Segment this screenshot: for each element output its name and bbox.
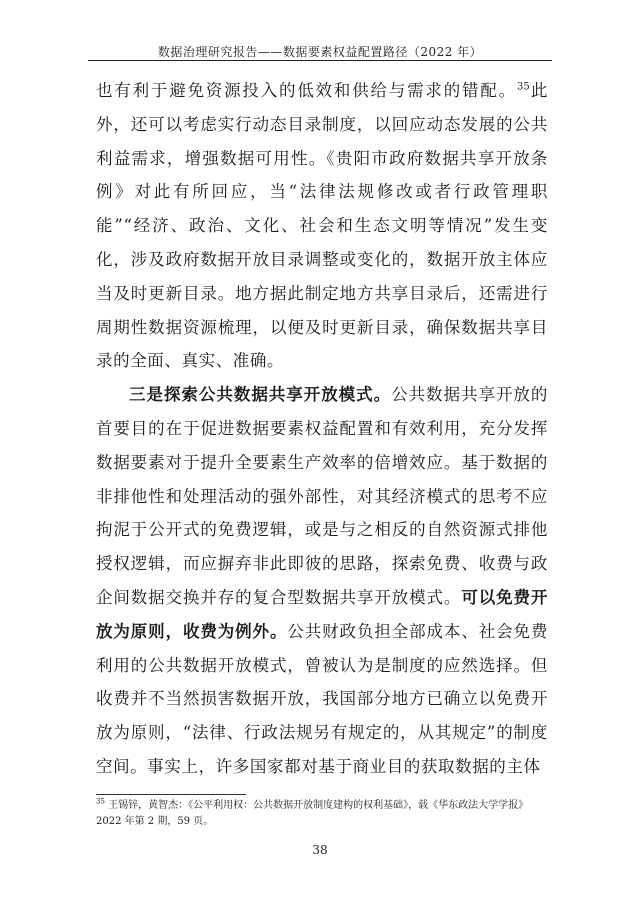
paragraph-1-text-a: 也有利于避免资源投入的低效和供给与需求的错配。 — [96, 81, 517, 100]
body-text — [96, 74, 548, 784]
page-number: 38 — [312, 843, 328, 857]
running-header: 数据治理研究报告——数据要素权益配置路径（2022 年） — [157, 45, 483, 59]
principle-emphasis: 可以免费开放为原则，收费为例外。 — [96, 587, 548, 641]
footnote-number: 35 — [96, 797, 105, 806]
header-divider — [88, 60, 552, 61]
footnote — [96, 798, 548, 830]
paragraph-1-text-b: 此外，还可以考虑实行动态目录制度，以回应动态发展的公共利益需求，增强数据可用性。《贵阳市政府数据共享开放条例》对此有所回应，当“法律法规修改或者行政管理职能”“经济、政治、文化、社会和生态文明等情况”发生变化，涉及政府数据开放目录调整或变化的，数据开放主体应当及时更新目录。地方据此制定地方共享目录后，还需进行周期性数据资源梳理，以便及时更新目录，确保数据共享目录的全面、真实、准确。 — [96, 81, 548, 371]
footnote-divider — [96, 794, 246, 795]
paragraph-2-text-1: 公共数据共享开放的首要目的在于促进数据要素权益配置和有效利用，充分发挥数据要素对于提升全要素生产效率的倍增效应。基于数据的非排他性和处理活动的强外部性，对其经济模式的思考不应拘泥于公开式的免费逻辑，或是与之相反的自然资源式排他授权逻辑，而应摒弃非此即彼的思路，探索免费、收费与政企间数据交换并存的复合型数据共享开放模式。 — [96, 385, 548, 607]
paragraph-2-text-2: 公共财政负担全部成本、社会免费利用的公共数据开放模式，曾被认为是制度的应然选择。但收费并不当然损害数据开放，我国部分地方已确立以免费开放为原则，“法律、行政法规另有规定的，从其规定”的制度空间。事实上，许多国家都对基于商业目的获取数据的主体 — [96, 621, 548, 776]
footnote-reference[interactable]: 35 — [516, 81, 530, 93]
paragraph-1 — [96, 74, 548, 378]
paragraph-2 — [96, 378, 548, 784]
section-heading-inline: 三是探索公共数据共享开放模式。 — [129, 385, 392, 405]
footnote-text: 王锡锌，黄智杰：《公平利用权：公共数据开放制度建构的权利基础》，载《华东政法大学学报》2022 年第 2 期，59 页。 — [96, 800, 529, 827]
